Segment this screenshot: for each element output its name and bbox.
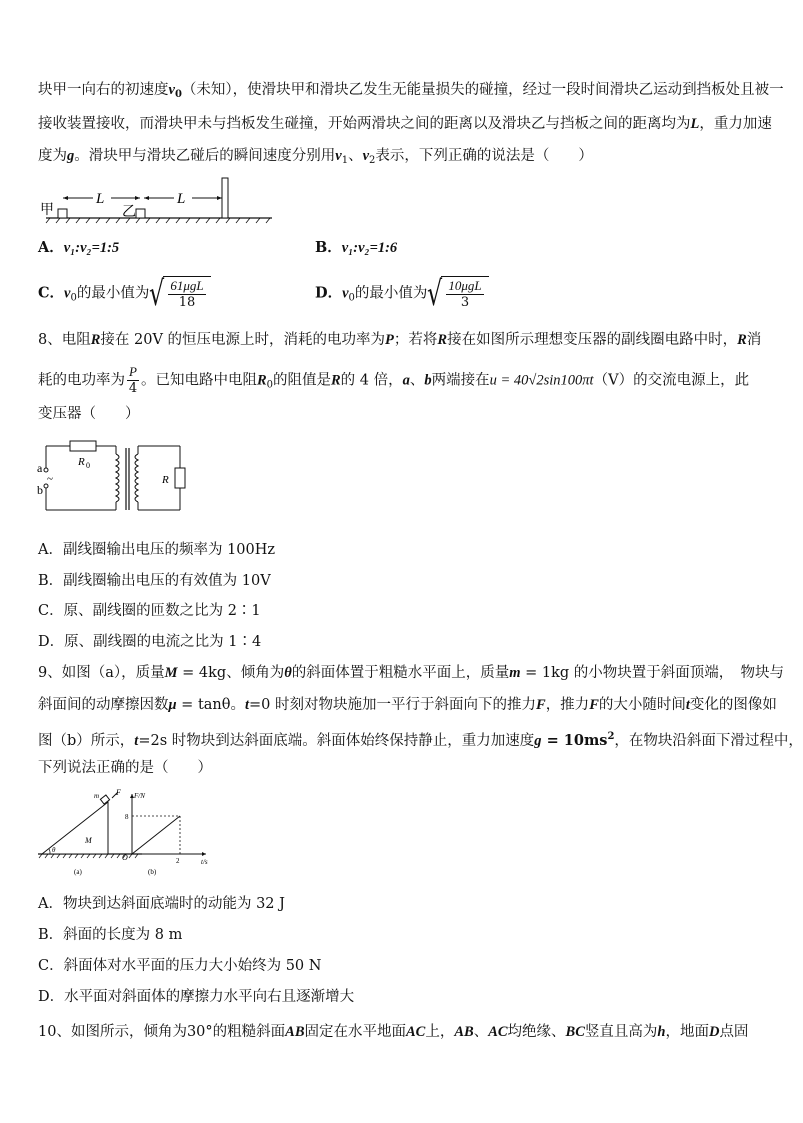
voltage-formula: u = 40√2sin100πt — [489, 372, 594, 389]
q9-line-2: 斜面间的动摩擦因数μ = tanθ。t=0 时刻对物块施加一平行于斜面向下的推力F，推力F的大小随时间t变化的图像如 — [38, 697, 777, 713]
label-L1: L — [96, 191, 105, 207]
q9-option-d: D．水平面对斜面体的摩擦力水平向右且逐渐增大 — [38, 989, 355, 1005]
q9-option-c: C．斜面体对水平面的压力大小始终为 50 N — [38, 958, 322, 974]
q8-option-a: A．副线圈输出电压的频率为 100Hz — [38, 542, 276, 558]
label-yi: 乙 — [122, 205, 136, 220]
svg-text:θ: θ — [52, 846, 56, 854]
q8-line-3: 变压器（ ） — [38, 406, 140, 422]
tick-y-8: 8 — [125, 813, 129, 821]
resistor-r0 — [70, 441, 96, 451]
q8-option-c: C．原、副线圈的匝数之比为 2∶1 — [38, 603, 261, 619]
q7-option-b: B．v₁:v₂=1:6 — [315, 239, 398, 256]
q8-option-b: B．副线圈输出电压的有效值为 10V — [38, 573, 271, 589]
svg-text:R: R — [78, 456, 85, 468]
resistor-r — [175, 468, 185, 488]
svg-text:0: 0 — [86, 461, 90, 470]
q9-option-b: B．斜面的长度为 8 m — [38, 927, 183, 943]
label-jia: 甲 — [40, 203, 54, 218]
svg-text:F/N: F/N — [134, 792, 145, 800]
force-time-chart — [122, 792, 208, 876]
q9-figure — [36, 788, 216, 880]
sqrt-c: √ $\frac{\text{61μgL}}{18}$ — [149, 276, 210, 311]
q10-line-1: 10、如图所示，倾角为30°的粗糙斜面AB固定在水平地面AC上，AB、AC均绝缘、BC竖直且高为h，地面D点固 — [38, 1024, 749, 1040]
q8-line-2: 耗的电功率为 $\frac{P}{4}$ 。已知电路中电阻$R_0$的阻值是R的 4 倍，a、b两端接在u = 40√2sin100πt（V）的交流电源上，此 — [38, 364, 750, 396]
svg-text:t/s: t/s — [201, 858, 208, 866]
svg-text:m: m — [94, 792, 100, 800]
q9-line-4: 下列说法正确的是（ ） — [38, 760, 212, 776]
q9-option-a: A．物块到达斜面底端时的动能为 32 J — [38, 896, 285, 912]
q7-line-1: 块甲一向右的初速度$v_0$（未知），使滑块甲和滑块乙发生无能量损失的碰撞，经过一段时间滑块乙运动到挡板处且被一 — [38, 82, 784, 100]
label-L2: L — [177, 191, 186, 207]
svg-text:(a): (a) — [74, 868, 82, 876]
svg-text:O: O — [122, 853, 128, 862]
q8-line-1: 8、电阻R接在 20V 的恒压电源上时，消耗的电功率为P；若将R接在如图所示理想变压器的副线圈电路中时，R消 — [38, 332, 762, 348]
q7-line-2: 接收装置接收，而滑块甲未与挡板发生碰撞，开始两滑块之间的距离以及滑块乙与挡板之间的距离均为L，重力加速 — [38, 116, 772, 132]
force-series-line — [132, 816, 180, 854]
q7-option-a: A．v₁:v₂=1:5 — [38, 239, 120, 256]
fraction-p-4: $\frac{P}{4}$ — [128, 364, 138, 396]
svg-text:(b): (b) — [148, 868, 157, 876]
svg-text:M: M — [85, 836, 92, 845]
svg-text:R: R — [162, 474, 169, 486]
q8-circuit-figure — [38, 436, 198, 520]
q9-line-3: 图（b）所示，t=2s 时物块到达斜面底端。斜面体始终保持静止，重力加速度$g = 10ms^2$，在物块沿斜面下滑过程中， — [38, 731, 803, 749]
q7-option-c: C．$v_0$的最小值为 √ $\frac{\text{61μgL}}{18}$ — [38, 276, 211, 311]
svg-text:F: F — [116, 788, 121, 797]
q9-line-1: 9、如图（a），质量M = 4kg、倾角为θ的斜面体置于粗糙水平面上，质量m = 1kg 的小物块置于斜面顶端， 物块与 — [38, 665, 785, 681]
baffle — [222, 178, 228, 218]
block-yi — [136, 209, 145, 218]
svg-text:a: a — [37, 461, 43, 475]
svg-text:b: b — [37, 483, 43, 497]
sqrt-d: √ $\frac{\text{10μgL}}{3}$ — [427, 276, 488, 311]
svg-text:~: ~ — [47, 473, 53, 485]
q7-figure — [38, 176, 274, 226]
tick-x-2: 2 — [176, 857, 180, 865]
q8-option-d: D．原、副线圈的电流之比为 1∶4 — [38, 634, 262, 650]
q7-line-3: 度为g。滑块甲与滑块乙碰后的瞬间速度分别用$v_1$、$v_2$表示，下列正确的说法是（ ） — [38, 148, 593, 166]
block-jia — [58, 209, 67, 218]
q7-option-d: D．$v_0$的最小值为 √ $\frac{\text{10μgL}}{3}$ — [315, 276, 489, 311]
